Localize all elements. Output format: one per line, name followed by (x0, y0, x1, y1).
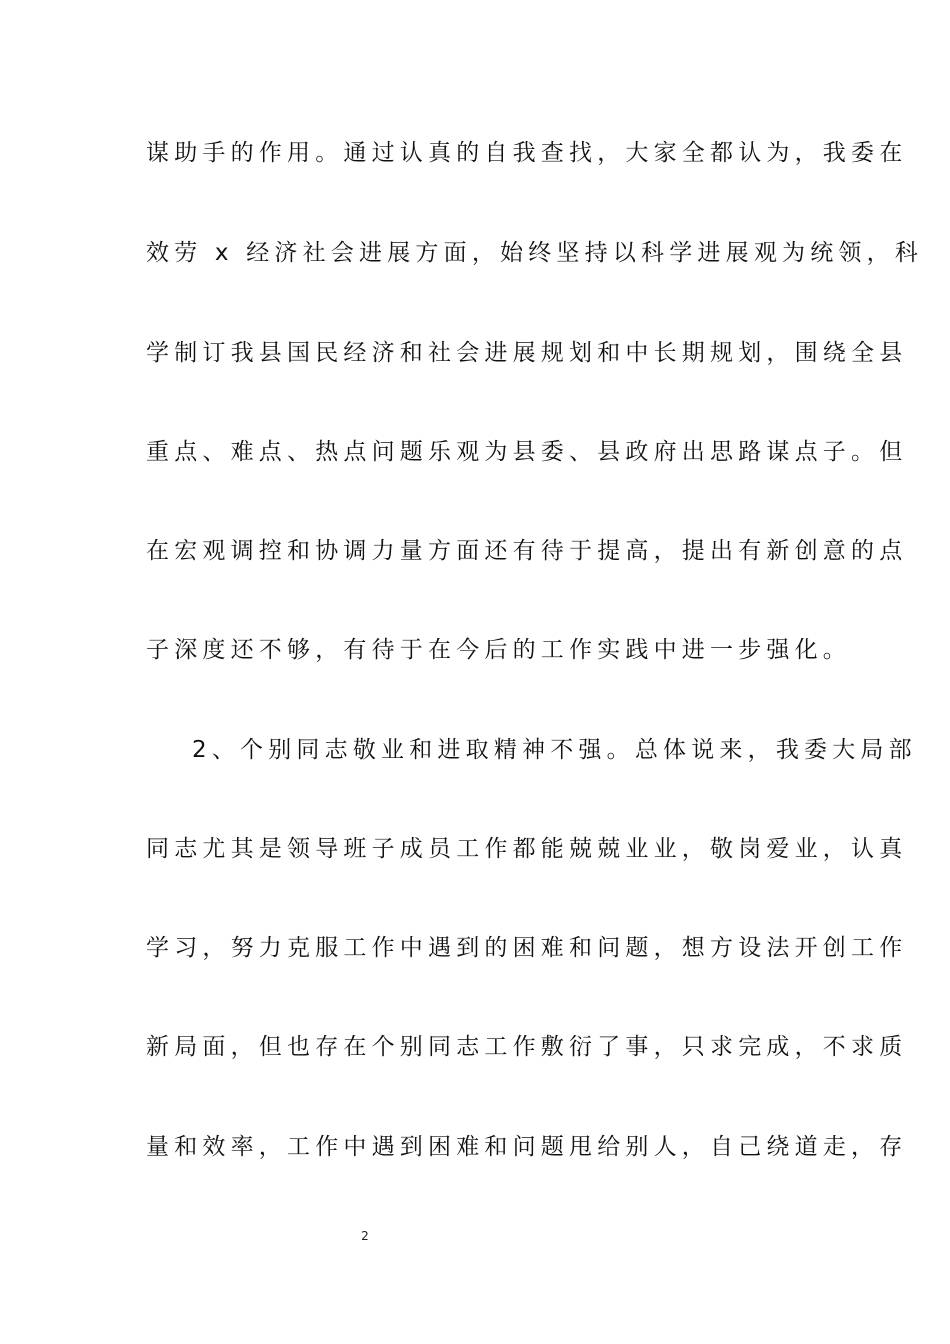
paragraph-first-line: 2、个别同志敬业和进取精神不强。总体说来，我委大局部 (192, 737, 917, 763)
body-text-line: 量和效率，工作中遇到困难和问题甩给别人，自己绕道走，存 (146, 1134, 908, 1160)
body-text-line: 重点、难点、热点问题乐观为县委、县政府出思路谋点子。但 (146, 439, 908, 465)
body-text-line: 学习，努力克服工作中遇到的困难和问题，想方设法开创工作 (146, 935, 908, 961)
body-text-line: 子深度还不够，有待于在今后的工作实践中进一步强化。 (146, 637, 851, 663)
body-text-line: 新局面，但也存在个别同志工作敷衍了事，只求完成，不求质 (146, 1034, 908, 1060)
body-text-line: 学制订我县国民经济和社会进展规划和中长期规划，围绕全县 (146, 340, 908, 366)
page-number: 2 (361, 1229, 369, 1243)
body-text-line: 效劳 x 经济社会进展方面，始终坚持以科学进展观为统领，科 (146, 240, 924, 266)
body-text-line: 同志尤其是领导班子成员工作都能兢兢业业，敬岗爱业，认真 (146, 836, 908, 862)
body-text-line: 在宏观调控和协调力量方面还有待于提高，提出有新创意的点 (146, 538, 908, 564)
body-text-line: 谋助手的作用。通过认真的自我查找，大家全都认为，我委在 (146, 140, 908, 166)
